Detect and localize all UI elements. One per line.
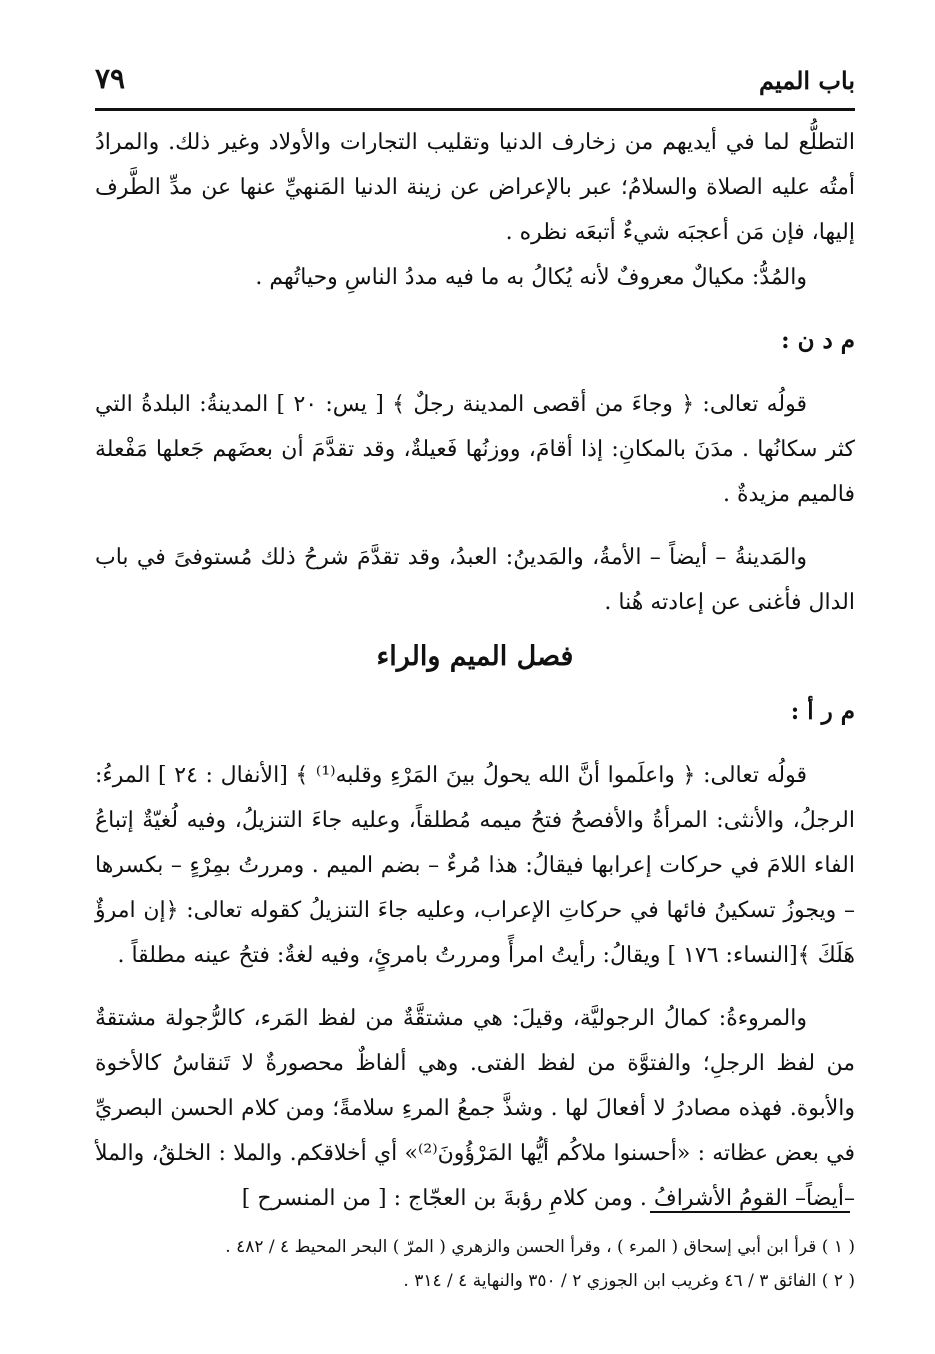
chapter-title: باب الميم xyxy=(758,66,855,95)
page-body xyxy=(95,120,855,1221)
root-heading: م ر أ : xyxy=(790,698,855,725)
paragraph: قولُه تعالى: ﴿ وجاءَ من أقصى المدينة رجلٌ ﴾ [ يس: ٢٠ ] المدينةُ: البلدةُ التي كثر سكانُها . مدَنَ بالمكانِ: إذا أقامَ، ووزنُها فَعيلةٌ، وقد تقدَّمَ أن بعضَهم جَعلها مَفْعلة فالميم مزيدةٌ . xyxy=(95,392,855,507)
page-number: ٧٩ xyxy=(95,62,126,95)
footnotes xyxy=(95,1230,855,1298)
paragraph: والمُدُّ: مكيالٌ معروفٌ لأنه يُكالُ به ما فيه مددُ الناسِ وحياتُهم . xyxy=(255,265,807,290)
header-divider xyxy=(95,108,855,111)
footnote-divider xyxy=(650,1211,850,1213)
paragraph: والمروءةُ: كمالُ الرجوليَّة، وقيلَ: هي مشتقَّةٌ من لفظ المَرء، كالرُّجولة مشتقةٌ من لفظ الرجلِ؛ والفتوَّة من لفظ الفتى. وهي ألفاظٌ محصورةٌ لا تَنقاسُ كالأخوة والأبوة. فهذه مصادرُ لا أفعالَ لها . وشذَّ جمعُ المرءِ سلامةً؛ ومن كلام الحسن البصريِّ في بعض عظاته : «أحسنوا ملاكُم أيُّها المَرْؤُونَ⁽²⁾» أي أخلاقكم. والملا : الخلقُ، والملأ –أيضاً– القومُ الأشرافُ . ومن كلامِ رؤبةَ بن العجّاج : [ من المنسرح ] xyxy=(95,1006,856,1211)
root-heading: م د ن : xyxy=(781,327,855,354)
page-header xyxy=(95,62,855,110)
footnote: ( ١ ) قرأ ابن أبي إسحاق ( المرء ) ، وقرأ الحسن والزهري ( المرّ ) البحر المحيط ٤ / ٤٨٢ . xyxy=(225,1237,855,1257)
section-heading: فصل الميم والراء xyxy=(376,641,574,672)
footnote: ( ٢ ) الفائق ٣ / ٤٦ وغريب ابن الجوزي ٢ / ٣٥٠ والنهاية ٤ / ٣١٤ . xyxy=(403,1271,855,1291)
paragraph: التطلُّع لما في أيديهم من زخارف الدنيا وتقليب التجارات والأولاد وغير ذلك. والمرادُ أمتُه عليه الصلاة والسلامُ؛ عبر بالإعراض عن زينة الدنيا المَنهيِّ عنها عن مدِّ الطَّرف إليها، فإن مَن أعجبَه شيءٌ أتبعَه نظره . xyxy=(95,130,855,245)
paragraph: والمَدينةُ – أيضاً – الأمةُ، والمَدينُ: العبدُ، وقد تقدَّمَ شرحُ ذلك مُستوفىً في باب الدال فأغنى عن إعادته هُنا . xyxy=(95,545,855,615)
paragraph: قولُه تعالى: ﴿ واعلَموا أنَّ الله يحولُ بينَ المَرْءِ وقلبه⁽¹⁾ ﴾ [الأنفال : ٢٤ ] المرءُ: الرجلُ، والأنثى: المرأةُ والأفصحُ فتحُ ميمه مُطلقاً، وعليه جاءَ التنزيلُ، وفيه لُغيّةٌ إتباعُ الفاء اللامَ في حركات إعرابها فيقالُ: هذا مُرءٌ – بضم الميم . ومررتُ بمِرْءٍ – بكسرها – ويجوزُ تسكينُ فائها في حركاتِ الإعراب، وعليه جاءَ التنزيلُ كقوله تعالى: ﴿إن امرؤٌ هَلَكَ ﴾[النساء: ١٧٦ ] ويقالُ: رأيتُ امرأً ومررتُ بامرئٍ، وفيه لغةٌ: فتحُ عينه مطلقاً . xyxy=(95,763,855,968)
